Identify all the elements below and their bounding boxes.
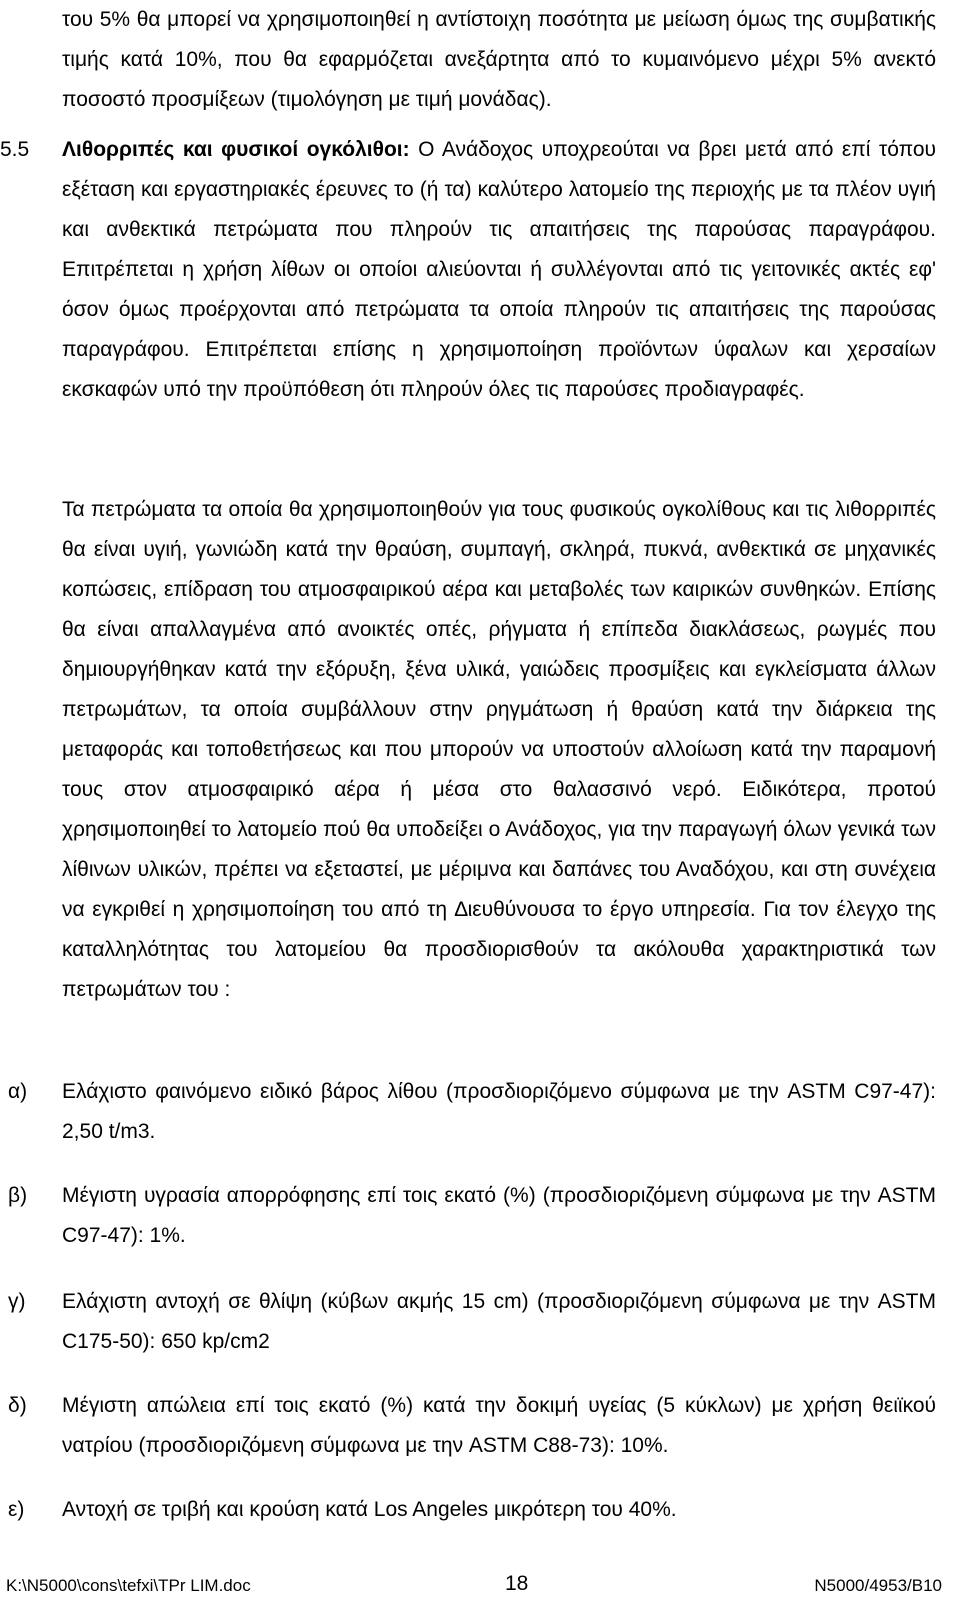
- list-item-text: Ελάχιστο φαινόμενο ειδικό βάρος λίθου (προσδιοριζόμενο σύμφωνα με την ASTM C97-47): 2,50 t/m3.: [62, 1080, 936, 1143]
- list-item-text: Αντοχή σε τριβή και κρούση κατά Los Angeles μικρότερη του 40%.: [62, 1498, 677, 1521]
- list-item-text: Μέγιστη απώλεια επί τοις εκατό (%) κατά την δοκιμή υγείας (5 κύκλων) με χρήση θειϊκού νατρίου (προσδιοριζόμενη σύμφωνα με την ASTM C88-73): 10%.: [62, 1394, 936, 1457]
- section-heading: Λιθορριπές και φυσικοί ογκόλιθοι:: [62, 138, 410, 161]
- list-item-label: ε): [8, 1498, 25, 1521]
- footer-document-code: N5000/4953/B10: [814, 1576, 942, 1595]
- list-item-label: γ): [8, 1290, 26, 1313]
- page-footer: [0, 1572, 960, 1602]
- section-text: Ο Ανάδοχος υποχρεούται να βρει μετά από επί τόπου εξέταση και εργαστηριακές έρευνες το (ή τα) καλύτερο λατομείο της περιοχής με τα πλέον υγιή και ανθεκτικά πετρώματα που πληρούν τις απαιτήσεις της παρούσας παραγράφου. Επιτρέπεται η χρήση λίθων οι οποίοι αλιεύονται ή συλλέγονται από τις γειτονικές ακτές εφ' όσον όμως προέρχονται από πετρώματα τα οποία πληρούν τις απαιτήσεις της παρούσας παραγράφου. Επιτρέπεται επίσης η χρησιμοποίηση προϊόντων ύφαλων και χερσαίων εκσκαφών υπό την προϋπόθεση ότι πληρούν όλες τις παρούσες προδιαγραφές.: [62, 138, 936, 401]
- list-item-label: α): [8, 1080, 28, 1103]
- stone-paragraph: Τα πετρώματα τα οποία θα χρησιμοποιηθούν για τους φυσικούς ογκολίθους και τις λιθορριπές θα είναι υγιή, γωνιώδη κατά την θραύση, συμπαγή, σκληρά, πυκνά, ανθεκτικά σε μηχανικές κοπώσεις, επίδραση του ατμοσφαιρικού αέρα και μεταβολές των καιρικών συνθηκών. Επίσης θα είναι απαλλαγμένα από ανοικτές οπές, ρήγματα ή επίπεδα διακλάσεως, ρωγμές που δημιουργήθηκαν κατά την εξόρυξη, ξένα υλικά, γαιώδεις προσμίξεις και εγκλείσματα άλλων πετρωμάτων, τα οποία συμβάλλουν στην ρηγμάτωση ή θραύση κατά την διάρκεια της μεταφοράς και τοποθετήσεως και που μπορούν να υποστούν αλλοίωση κατά την παραμονή τους στον ατμοσφαιρικό αέρα ή μέσα στο θαλασσινό νερό. Ειδικότερα, προτού χρησιμοποιηθεί το λατομείο πού θα υποδείξει ο Ανάδοχος, για την παραγωγή όλων γενικά των λίθινων υλικών, πρέπει να εξεταστεί, με μέριμνα και δαπάνες του Αναδόχου, και στη συνέχεια να εγκριθεί η χρησιμοποίηση του από τη ∆ιευθύνουσα το έργο υπηρεσία. Για τον έλεγχο της καταλληλότητας του λατομείου θα προσδιορισθούν τα ακόλουθα χαρακτηριστικά των πετρωμάτων του :: [62, 498, 936, 1001]
- footer-page-number: 18: [505, 1572, 529, 1595]
- section-paragraph: [62, 130, 936, 410]
- list-item-label: δ): [8, 1394, 27, 1417]
- list-item-text: Μέγιστη υγρασία απορρόφησης επί τοις εκατό (%) (προσδιοριζόμενη σύμφωνα με την ASTM C97-47): 1%.: [62, 1184, 936, 1247]
- intro-paragraph: του 5% θα μπορεί να χρησιμοποιηθεί η αντίστοιχη ποσότητα με μείωση όμως της συμβατικής τιμής κατά 10%, που θα εφαρμόζεται ανεξάρτητα από το κυμαινόμενο μέχρι 5% ανεκτό ποσοστό προσμίξεων (τιμολόγηση με τιμή μονάδας).: [62, 8, 936, 111]
- list-item-label: β): [8, 1184, 28, 1207]
- list-item-text: Ελάχιστη αντοχή σε θλίψη (κύβων ακμής 15 cm) (προσδιοριζόμενη σύμφωνα με την ASTM C175-50): 650 kp/cm2: [62, 1290, 936, 1353]
- footer-file-path: K:\N5000\cons\tefxi\TPr LIM.doc: [6, 1576, 251, 1595]
- section-number: 5.5: [0, 138, 30, 161]
